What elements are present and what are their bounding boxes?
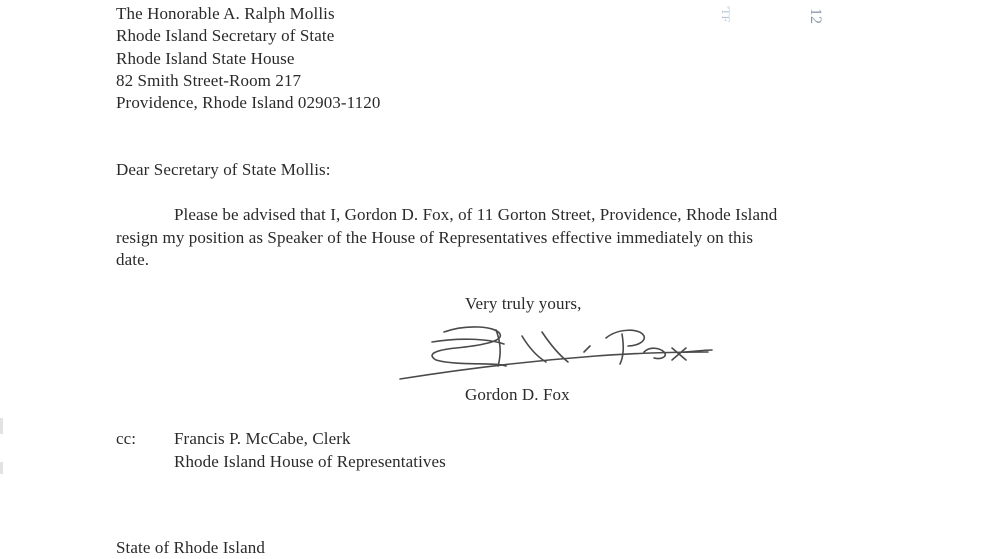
received-stamp-number: 12 bbox=[807, 8, 824, 24]
cc-label: cc: bbox=[116, 429, 137, 448]
recipient-name: The Honorable A. Ralph Mollis bbox=[116, 4, 335, 23]
cc-recipient-name: Francis P. McCabe, Clerk bbox=[174, 429, 351, 448]
closing: Very truly yours, bbox=[465, 294, 582, 313]
recipient-title: Rhode Island Secretary of State bbox=[116, 26, 335, 45]
cc-recipient-org: Rhode Island House of Representatives bbox=[174, 452, 446, 471]
scan-artifact bbox=[0, 418, 3, 434]
body-line-2: resign my position as Speaker of the House of Representatives effective immediately on this bbox=[116, 228, 754, 247]
body-line-1: Please be advised that I, Gordon D. Fox, of 11 Gorton Street, Providence, Rhode Island bbox=[174, 205, 778, 224]
signer-name: Gordon D. Fox bbox=[465, 385, 570, 404]
footer-state: State of Rhode Island bbox=[116, 538, 265, 557]
recipient-street: 82 Smith Street-Room 217 bbox=[116, 71, 302, 90]
body-line-3: date. bbox=[116, 250, 150, 269]
handwritten-signature bbox=[396, 322, 716, 382]
recipient-city: Providence, Rhode Island 02903-1120 bbox=[116, 93, 381, 112]
scan-artifact bbox=[0, 462, 3, 474]
salutation: Dear Secretary of State Mollis: bbox=[116, 160, 331, 179]
received-stamp-faint: 'TF bbox=[719, 6, 733, 23]
recipient-building: Rhode Island State House bbox=[116, 49, 295, 68]
